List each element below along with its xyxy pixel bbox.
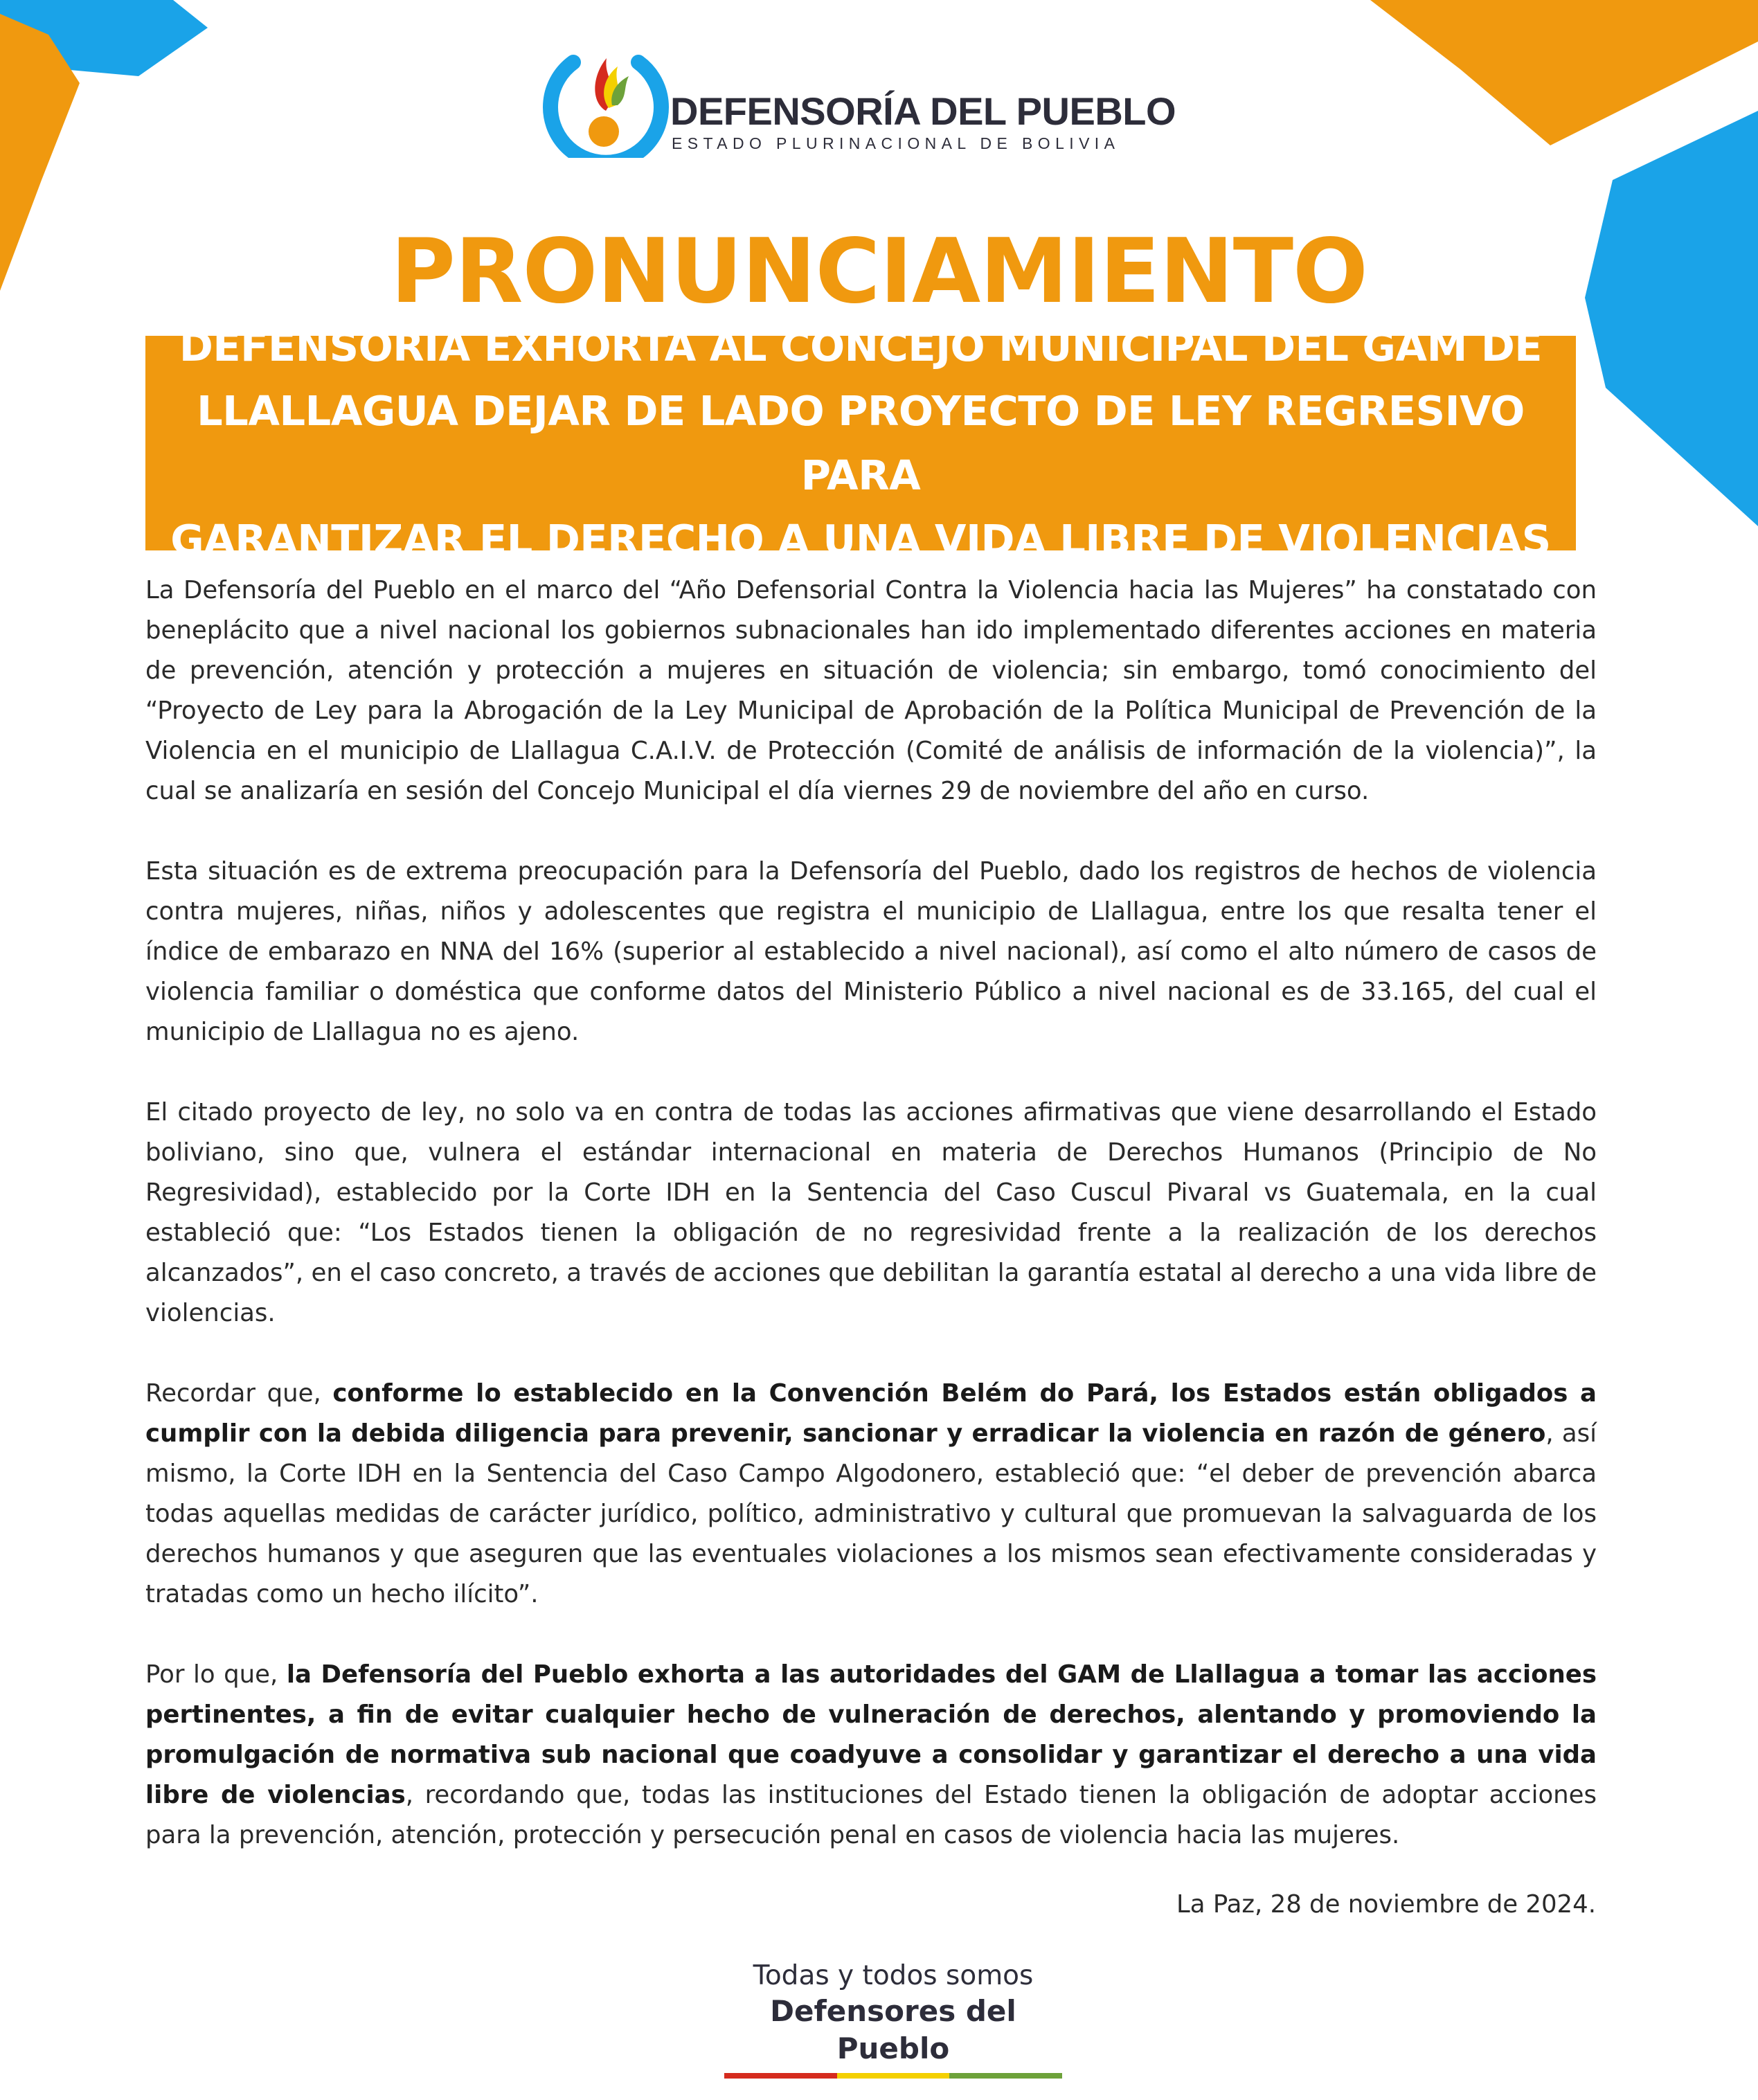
flag-stripe-red bbox=[724, 2073, 837, 2079]
paragraph-5 bbox=[145, 1655, 1597, 1856]
page-title: PRONUNCIAMIENTO bbox=[391, 220, 1367, 323]
paragraph-1: La Defensoría del Pueblo en el marco del “Año Defensorial Contra la Violencia hacia las Mujeres” ha constatado con beneplácito que a nivel nacional los gobiernos subnacionales han ido implementado diferentes acciones en materia de prevención, atención y protección a mujeres en situación de violencia; sin embargo, tomó conocimiento del “Proyecto de Ley para la Abrogación de la Ley Municipal de Aprobación de la Política Municipal de Prevención de la Violencia en el municipio de Llallagua C.A.I.V. de Protección (Comité de análisis de información de la violencia)”, la cual se analizaría en sesión del Concejo Municipal el día viernes 29 de noviembre del año en curso. bbox=[145, 576, 1597, 805]
paragraph-4 bbox=[145, 1374, 1597, 1615]
flag-stripe-green bbox=[949, 2073, 1062, 2079]
date-line: La Paz, 28 de noviembre de 2024. bbox=[1176, 1890, 1596, 1919]
paragraph-5-emphasis: la Defensoría del Pueblo exhorta a las autoridades del GAM de Llallagua a tomar las acciones pertinentes, a fin de evitar cualquier hecho de vulneración de derechos, alentando y promoviendo la promulgación de normativa sub nacional que coadyuve a consolidar y garantizar el derecho a una vida libre de violencias bbox=[145, 1660, 1597, 1809]
logo-title: DEFENSORÍA DEL PUEBLO bbox=[670, 89, 1176, 133]
logo-subtitle: ESTADO PLURINACIONAL DE BOLIVIA bbox=[672, 134, 1120, 152]
paragraph-5-intro: Por lo que, bbox=[145, 1660, 287, 1689]
bolivia-flag-stripe bbox=[724, 2073, 1062, 2079]
headline-banner bbox=[145, 323, 1576, 564]
paragraph-4-emphasis: conforme lo establecido en la Convención Belém do Pará, los Estados están obligados a cumplir con la debida diligencia para prevenir, sancionar y erradicar la violencia en razón de género bbox=[145, 1379, 1597, 1448]
defensoria-flame-circle-logo-icon bbox=[540, 33, 672, 158]
flag-stripe-yellow bbox=[837, 2073, 950, 2079]
statement-body bbox=[145, 571, 1597, 1896]
headline-line: DEFENSORÍA EXHORTA AL CONCEJO MUNICIPAL DEL GAM DE bbox=[179, 323, 1543, 370]
footer-slogan bbox=[720, 1959, 1066, 2079]
headline-line: GARANTIZAR EL DERECHO A UNA VIDA LIBRE DE VIOLENCIAS bbox=[170, 516, 1551, 564]
paragraph-2: Esta situación es de extrema preocupación para la Defensoría del Pueblo, dado los registros de hechos de violencia contra mujeres, niñas, niños y adolescentes que registra el municipio de Llallagua, entre los que resalta tener el índice de embarazo en NNA del 16% (superior al establecido a nivel nacional), así como el alto número de casos de violencia familiar o doméstica que conforme datos del Ministerio Público a nivel nacional es de 33.165, del cual el municipio de Llallagua no es ajeno. bbox=[145, 857, 1597, 1046]
paragraph-4-intro: Recordar que, bbox=[145, 1379, 333, 1408]
headline-line: LLALLAGUA DEJAR DE LADO PROYECTO DE LEY REGRESIVO PARA bbox=[197, 387, 1525, 499]
footer-slogan-line-2: Defensores del Pueblo bbox=[770, 1994, 1016, 2065]
paragraph-5-rest: , recordando que, todas las instituciones del Estado tienen la obligación de adoptar acciones para la prevención, atención, protección y persecución penal en casos de violencia hacia las mujeres. bbox=[145, 1781, 1597, 1849]
paragraph-4-rest: , así mismo, la Corte IDH en la Sentencia del Caso Campo Algodonero, estableció que: “el deber de prevención abarca todas aquellas medidas de carácter jurídico, político, administrativo y cultural que promuevan la salvaguarda de los derechos humanos y que aseguren que las eventuales violaciones a los mismos sean efectivamente consideradas y tratadas como un hecho ilícito”. bbox=[145, 1419, 1597, 1608]
paragraph-3: El citado proyecto de ley, no solo va en contra de todas las acciones afirmativas que viene desarrollando el Estado boliviano, sino que, vulnera el estándar internacional en materia de Derechos Humanos (Principio de No Regresividad), establecido por la Corte IDH en la Sentencia del Caso Cuscul Pivaral vs Guatemala, en la cual estableció que: “Los Estados tienen la obligación de no regresividad frente a la realización de los derechos alcanzados”, en el caso concreto, a través de acciones que debilitan la garantía estatal al derecho a una vida libre de violencias. bbox=[145, 1098, 1597, 1327]
header-logo bbox=[540, 33, 1176, 158]
footer-slogan-line-1: Todas y todos somos bbox=[753, 1960, 1034, 1991]
headline-text bbox=[145, 314, 1576, 572]
